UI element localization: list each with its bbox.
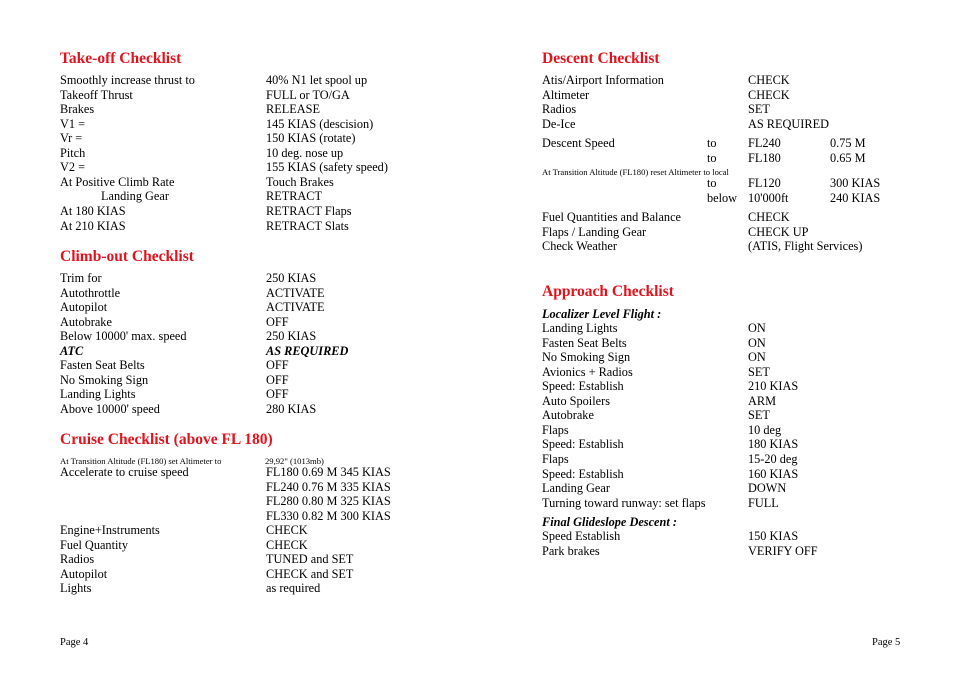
item-value: 145 KIAS (descision) xyxy=(266,116,374,131)
item-label: Check Weather xyxy=(542,239,617,254)
item-label: Trim for xyxy=(60,271,102,285)
descent-title: Descent Checklist xyxy=(542,50,660,67)
item-value: OFF xyxy=(266,372,289,387)
item-value: 280 KIAS xyxy=(266,401,317,416)
item-value: OFF xyxy=(266,387,289,402)
item-label: No Smoking Sign xyxy=(60,372,149,387)
item-label: Landing Gear xyxy=(101,189,169,204)
item-label: Autobrake xyxy=(542,408,594,423)
speed-value: 300 KIAS xyxy=(830,176,881,190)
item-value: CHECK xyxy=(266,537,308,552)
item-label: Auto Spoilers xyxy=(542,393,610,408)
item-value: OFF xyxy=(266,358,289,373)
item-label: Engine+Instruments xyxy=(60,523,160,537)
approach-sub2-text: Final Glideslope Descent : xyxy=(542,515,677,529)
speed-value: 0.75 M xyxy=(830,136,866,150)
item-value: RETRACT Slats xyxy=(266,218,349,233)
approach-title: Approach Checklist xyxy=(542,283,674,300)
item-value: SET xyxy=(748,364,770,379)
item-value: CHECK and SET xyxy=(266,566,354,581)
item-label: Fasten Seat Belts xyxy=(60,358,145,373)
item-label: Above 10000' speed xyxy=(60,401,160,416)
climb-title: Climb-out Checklist xyxy=(60,248,194,265)
item-label: Atis/Airport Information xyxy=(542,73,664,87)
item-label: V2 = xyxy=(60,160,86,175)
speed-value: 0.65 M xyxy=(830,150,866,165)
item-label: Smoothly increase thrust to xyxy=(60,73,195,87)
item-label: Flaps xyxy=(542,451,569,466)
item-label: Radios xyxy=(60,552,95,567)
speed-level: 10'000ft xyxy=(748,190,789,205)
item-value: CHECK UP xyxy=(748,224,809,239)
item-value: ON xyxy=(748,335,766,350)
descent-speed-label: Descent Speed xyxy=(542,136,615,150)
item-label: Landing Lights xyxy=(542,321,618,335)
item-label: ATC xyxy=(60,343,84,358)
item-value: 15-20 deg xyxy=(748,451,798,466)
item-label: Speed Establish xyxy=(542,529,621,543)
item-label: Below 10000' max. speed xyxy=(60,329,187,344)
page-number-right: Page 5 xyxy=(872,637,901,648)
item-value: ACTIVATE xyxy=(266,300,325,315)
cruise-note-value: 29,92" (1013mb) xyxy=(265,456,324,466)
item-label: Autobrake xyxy=(60,314,112,329)
cruise-title: Cruise Checklist (above FL 180) xyxy=(60,431,273,448)
speed-level: FL180 xyxy=(748,150,781,165)
item-label: Landing Lights xyxy=(60,387,136,402)
speed-value: 240 KIAS xyxy=(830,190,881,205)
item-value: VERIFY OFF xyxy=(748,543,818,558)
item-label: Speed: Establish xyxy=(542,437,624,452)
item-label: Brakes xyxy=(60,102,95,117)
item-label: Fuel Quantity xyxy=(60,537,128,552)
item-value: ARM xyxy=(748,393,777,408)
item-label: Speed: Establish xyxy=(542,466,624,481)
item-value: 210 KIAS xyxy=(748,379,799,394)
item-label: De-Ice xyxy=(542,116,576,131)
item-label: Fasten Seat Belts xyxy=(542,335,627,350)
item-value: 250 KIAS xyxy=(266,271,317,285)
item-value: OFF xyxy=(266,314,289,329)
item-label: Takeoff Thrust xyxy=(60,87,133,102)
item-label: Autopilot xyxy=(60,300,108,315)
item-label: Flaps xyxy=(542,422,569,437)
item-label: Flaps / Landing Gear xyxy=(542,224,647,239)
item-value: 155 KIAS (safety speed) xyxy=(266,160,388,175)
item-value: CHECK xyxy=(748,73,790,87)
item-value: 10 deg xyxy=(748,422,782,437)
item-value: 10 deg. nose up xyxy=(266,145,344,160)
item-value: RETRACT xyxy=(266,189,323,204)
item-value: 150 KIAS xyxy=(748,529,799,543)
item-label: At 210 KIAS xyxy=(60,218,126,233)
item-label: Speed: Establish xyxy=(542,379,624,394)
item-label: Landing Gear xyxy=(542,481,610,496)
item-label: No Smoking Sign xyxy=(542,350,631,365)
item-value: ACTIVATE xyxy=(266,285,325,300)
item-label: Altimeter xyxy=(542,87,590,102)
speed-level: FL240 xyxy=(748,136,781,150)
item-value: ON xyxy=(748,350,766,365)
item-value: (ATIS, Flight Services) xyxy=(748,239,863,254)
item-value: RELEASE xyxy=(266,102,320,117)
item-value: TUNED and SET xyxy=(266,552,354,567)
item-label: Lights xyxy=(60,581,92,596)
item-value: 250 KIAS xyxy=(266,329,317,344)
approach-sub1-text: Localizer Level Flight : xyxy=(542,307,662,321)
item-value: DOWN xyxy=(748,481,787,496)
descent-note-text: At Transition Altitude (FL180) reset Altimeter to local xyxy=(542,167,729,177)
item-label: Fuel Quantities and Balance xyxy=(542,210,681,224)
item-label: Pitch xyxy=(60,145,86,160)
cruise-speed-value: FL330 0.82 M 300 KIAS xyxy=(266,508,391,523)
item-value: CHECK xyxy=(748,210,790,224)
item-value: 40% N1 let spool up xyxy=(266,73,368,87)
cruise-speed-value: FL280 0.80 M 325 KIAS xyxy=(266,494,391,509)
speed-condition: to xyxy=(707,150,717,165)
item-value: FULL or TO/GA xyxy=(266,87,350,102)
speed-condition: to xyxy=(707,176,717,190)
item-value: as required xyxy=(266,581,321,596)
item-value: Touch Brakes xyxy=(266,174,334,189)
item-value: 150 KIAS (rotate) xyxy=(266,131,356,146)
cruise-note-label: At Transition Altitude (FL180) set Altimeter to xyxy=(60,456,222,466)
cruise-speed-value: FL240 0.76 M 335 KIAS xyxy=(266,479,391,494)
item-label: V1 = xyxy=(60,116,86,131)
page-number-left: Page 4 xyxy=(60,637,89,648)
item-value: SET xyxy=(748,102,770,117)
item-label: Turning toward runway: set flaps xyxy=(542,495,706,510)
speed-condition: below xyxy=(707,190,738,205)
item-label: At 180 KIAS xyxy=(60,203,126,218)
item-value: AS REQUIRED xyxy=(266,343,349,358)
item-label: Autopilot xyxy=(60,566,108,581)
item-label: Vr = xyxy=(60,131,83,146)
item-value: 160 KIAS xyxy=(748,466,799,481)
item-value: ON xyxy=(748,321,766,335)
item-value: 180 KIAS xyxy=(748,437,799,452)
item-value: FULL xyxy=(748,495,779,510)
speed-condition: to xyxy=(707,136,717,150)
item-value: CHECK xyxy=(748,87,790,102)
speed-level: FL120 xyxy=(748,176,781,190)
item-label: Autothrottle xyxy=(60,285,121,300)
cruise-speed-value: FL180 0.69 M 345 KIAS xyxy=(266,465,391,479)
item-value: CHECK xyxy=(266,523,308,537)
item-value: SET xyxy=(748,408,770,423)
item-label: At Positive Climb Rate xyxy=(60,174,175,189)
item-value: AS REQUIRED xyxy=(748,116,829,131)
item-label: Radios xyxy=(542,102,577,117)
cruise-accel-label: Accelerate to cruise speed xyxy=(60,465,189,479)
item-label: Avionics + Radios xyxy=(542,364,633,379)
item-label: Park brakes xyxy=(542,543,600,558)
item-value: RETRACT Flaps xyxy=(266,203,352,218)
takeoff-title: Take-off Checklist xyxy=(60,50,182,67)
